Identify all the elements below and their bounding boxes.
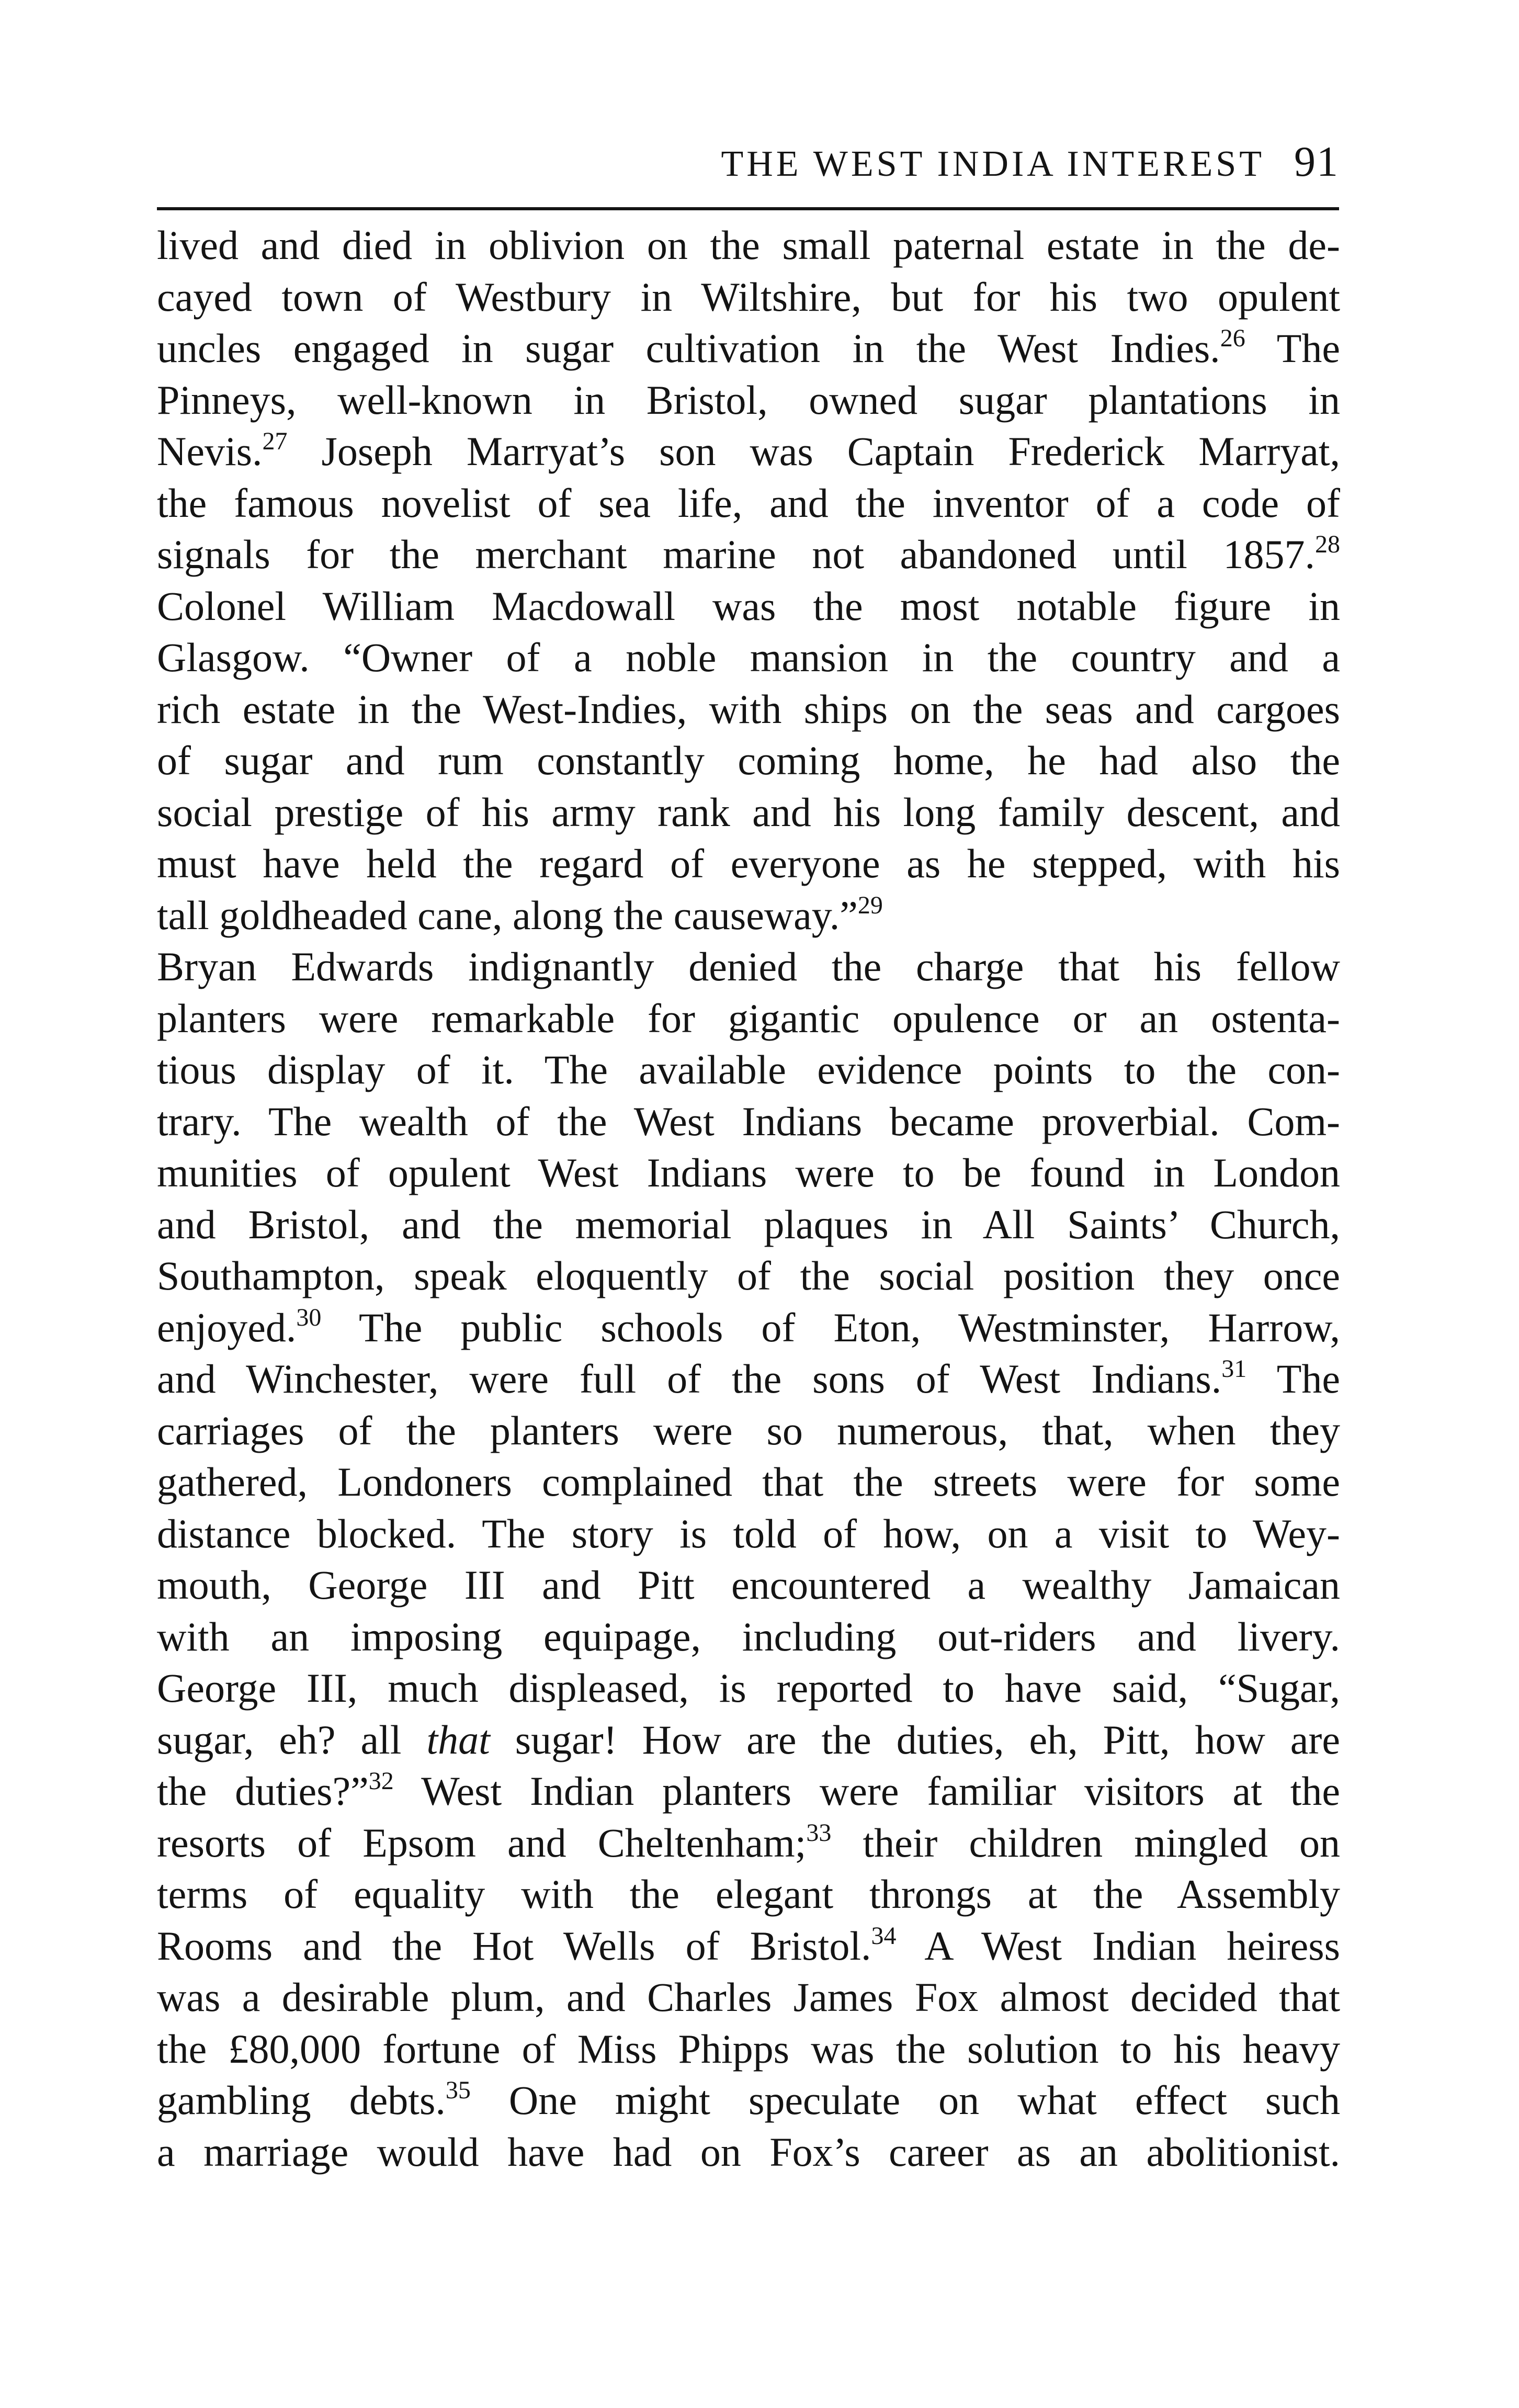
page-number: 91 — [1294, 138, 1339, 185]
footnote-ref: 27 — [262, 427, 288, 455]
text-line: Pinneys, well-known in Bristol, owned sugar plantations in — [157, 377, 1340, 423]
paragraph-1 — [157, 220, 1340, 941]
running-head — [554, 137, 1339, 195]
text-line: sugar, eh? all that sugar! How are the duties, eh, Pitt, how are — [157, 1716, 1340, 1762]
text-line: terms of equality with the elegant throngs at the Assembly — [157, 1871, 1340, 1917]
footnote-ref: 29 — [857, 891, 883, 919]
text-line: Bryan Edwards indignantly denied the charge that his fellow — [157, 944, 1340, 989]
header-rule — [157, 207, 1339, 210]
text-line: gambling debts.$^{35}$ One might speculate on what effect such — [157, 2076, 1341, 2123]
text-line: enjoyed.$^{30}$ The public schools of Eton, Westminster, Harrow, — [157, 1303, 1340, 1350]
text-line: signals for the merchant marine not abandoned until 1857.28 — [157, 530, 1340, 577]
italic-emphasis: that — [426, 1716, 490, 1762]
text-line: was a desirable plum, and Charles James Fox almost decided that — [157, 1974, 1340, 2020]
text-line: social prestige of his army rank and his long family descent, and — [157, 789, 1340, 835]
text-line: tall goldheaded cane, along the causeway.”$^{29}$ — [157, 891, 883, 938]
text-line: munities of opulent West Indians were to be found in London — [157, 1150, 1340, 1195]
body-text — [157, 220, 1340, 2178]
text-line: the duties?”$^{32}$ West Indian planters were familiar visitors at the — [157, 1767, 1340, 1814]
text-line: Rooms and the Hot Wells of Bristol.$^{34}$ A West Indian heiress — [157, 1921, 1340, 1969]
text-line: lived and died in oblivion on the small paternal estate in the de- — [157, 222, 1340, 268]
footnote-ref: 28 — [1315, 530, 1340, 558]
text-line: and Winchester, were full of the sons of West Indians.$^{31}$ The — [157, 1355, 1341, 1401]
text-line: tious display of it. The available evidence points to the con- — [157, 1047, 1340, 1092]
text-line: the £80,000 fortune of Miss Phipps was the solution to his heavy — [157, 2026, 1340, 2072]
text-line: uncles engaged in sugar cultivation in the West Indies.$^{26}$ The — [157, 324, 1340, 371]
text-line: resorts of Epsom and Cheltenham;$^{33}$ their children mingled on — [157, 1818, 1340, 1866]
text-line: carriages of the planters were so numerous, that, when they — [157, 1407, 1340, 1453]
text-line: must have held the regard of everyone as he stepped, with his — [157, 841, 1340, 886]
text-line: a marriage would have had on Fox’s career as an abolitionist. — [157, 2129, 1340, 2175]
text-line: of sugar and rum constantly coming home, he had also the — [157, 738, 1340, 783]
text-line: Southampton, speak eloquently of the social position they once — [157, 1253, 1340, 1298]
footnote-ref: 35 — [445, 2076, 471, 2104]
text-line: George III, much displeased, is reported to have said, “Sugar, — [157, 1665, 1340, 1711]
text-line: rich estate in the West-Indies, with ships on the seas and cargoes — [157, 686, 1340, 732]
footnote-ref: 32 — [368, 1767, 394, 1795]
text-line: and Bristol, and the memorial plaques in All Saints’ Church, — [157, 1201, 1340, 1247]
footnote-ref: 26 — [1220, 324, 1245, 352]
text-line: cayed town of Westbury in Wiltshire, but for his two opulent — [157, 274, 1340, 320]
text-line: Nevis.$^{27}$ Joseph Marryat’s son was Captain Frederick Marryat, — [157, 427, 1340, 474]
paragraph-2 — [157, 941, 1340, 2178]
footnote-ref: 31 — [1221, 1355, 1247, 1383]
text-line: gathered, Londoners complained that the streets were for some — [157, 1459, 1340, 1505]
text-line: Glasgow. “Owner of a noble mansion in the country and a — [157, 635, 1340, 680]
text-line: Colonel William Macdowall was the most notable figure in — [157, 583, 1340, 629]
text-line: with an imposing equipage, including out-riders and livery. — [157, 1613, 1340, 1659]
text-line: trary. The wealth of the West Indians became proverbial. Com- — [157, 1098, 1340, 1144]
footnote-ref: 30 — [296, 1303, 322, 1331]
text-line: mouth, George III and Pitt encountered a wealthy Jamaican — [157, 1562, 1340, 1608]
footnote-ref: 33 — [806, 1818, 832, 1847]
footnote-ref: 34 — [871, 1921, 897, 1950]
running-title: THE WEST INDIA INTEREST — [721, 144, 1265, 184]
text-line: the famous novelist of sea life, and the inventor of a code of — [157, 480, 1340, 526]
text-line: distance blocked. The story is told of how, on a visit to Wey- — [157, 1510, 1340, 1556]
text-line: planters were remarkable for gigantic opulence or an ostenta- — [157, 995, 1340, 1041]
